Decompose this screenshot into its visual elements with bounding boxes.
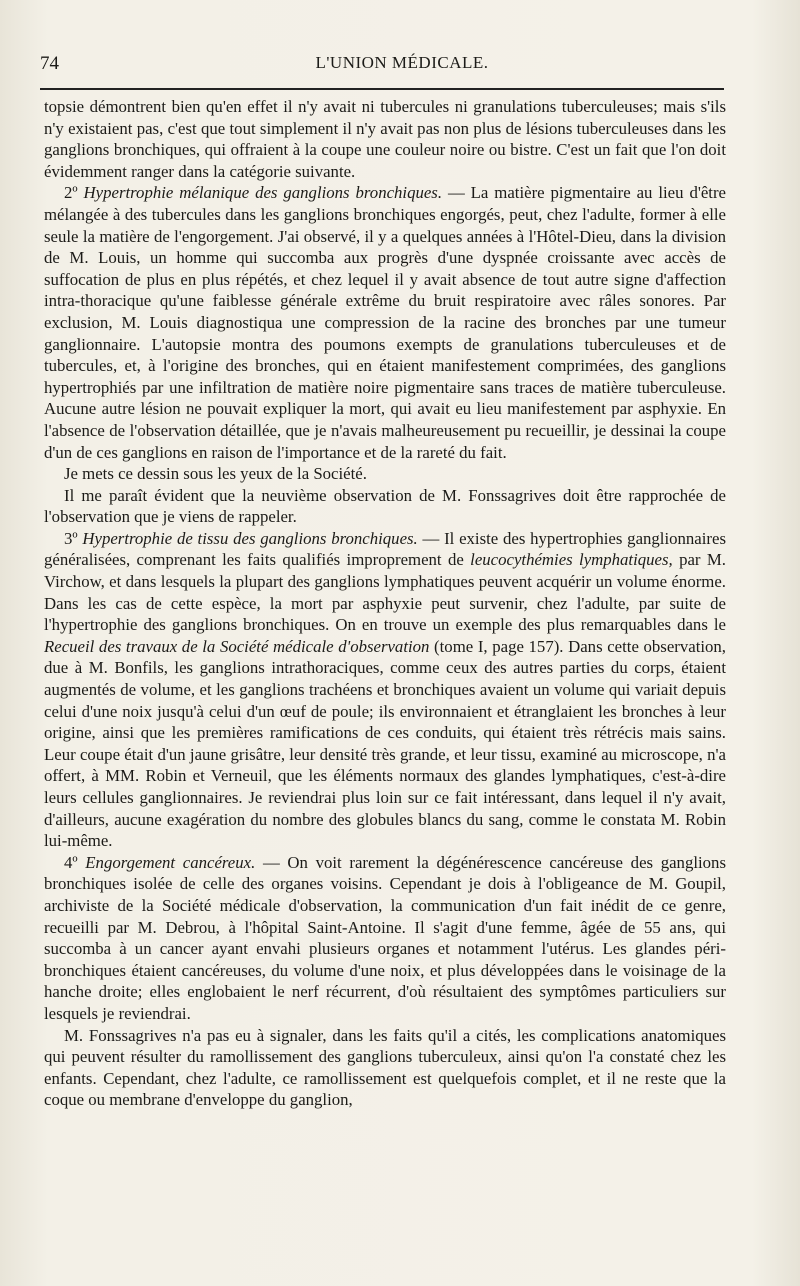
page-header — [40, 53, 724, 83]
paragraph-5-text-b: par M. Virchow, et dans lesquels la plupart des ganglions lymphatiques peuvent acquérir un volume énorme. Dans les cas de cette espèce, la mort par asphyxie peut survenir, chez l'adulte, par suite de l'hypertrophie des ganglions bronchiques. On en trouve un exemple des plus remarquables dans le — [44, 550, 726, 635]
paragraph-6 — [44, 852, 726, 1025]
paragraph-7: M. Fonssagrives n'a pas eu à signaler, dans les faits qu'il a cités, les complications anatomiques qui peuvent résulter du ramollissement des ganglions tuberculeux, ainsi qu'on l'a constaté chez les enfants. Cependant, chez l'adulte, ce ramollissement est quelquefois complet, et il ne reste que la coque ou membrane d'enveloppe du ganglion, — [44, 1025, 726, 1110]
paragraph-1: topsie démontrent bien qu'en effet il n'y avait ni tubercules ni granulations tuberculeuses; mais s'ils n'y existaient pas, c'est que tout simplement il n'y avait pas non plus de lésions tuberculeuses dans les ganglions bronchiques, qui offraient à la coupe une couleur noire ou bistre. C'est un fait que l'on doit évidemment ranger dans la catégorie suivante. — [44, 97, 726, 181]
section-title-2: Hypertrophie mélanique des ganglions bronchiques. — [83, 183, 443, 203]
paragraph-2 — [44, 182, 726, 463]
section-title-4: Engorgement cancéreux. — [85, 852, 256, 872]
paragraph-4: Il me paraît évident que la neuvième observation de M. Fonssagrives doit être rapprochée de l'observation que je viens de rappeler. — [44, 485, 726, 527]
citation-recueil: Recueil des travaux de la Société médicale d'observation — [44, 636, 430, 656]
paragraph-5-text-c: (tome I, page 157). Dans cette observation, due à M. Bonfils, les ganglions intrathoraciques, comme ceux des autres parties du corps, étaient augmentés de volume, et les ganglions trachéens et bronchiques avaient un volume qui variait depuis celui d'une noix jusqu'à celui d'un œuf de poule; ils environnaient et étranglaient les bronches à leur origine, ainsi que les premières ramifications de ces conduits, qui étaient très rétrécis mais sains. Leur coupe était d'un jaune grisâtre, leur densité très grande, et leur tissu, examiné au microscope, n'a offert, à MM. Robin et Verneuil, que les éléments normaux des glandes lymphatiques, c'est-à-dire leurs cellules ganglionnaires. Je reviendrai plus loin sur ce fait intéressant, dans lequel il n'y avait, d'ailleurs, aucune exagération du nombre des globules blancs du sang, comme le constata M. Robin lui-même. — [44, 636, 727, 851]
paragraph-3: Je mets ce dessin sous les yeux de la Société. — [64, 464, 367, 484]
section-number-2: 2º — [64, 183, 78, 203]
section-title-3: Hypertrophie de tissu des ganglions bronchiques. — [82, 528, 418, 548]
term-leucocythemies: leucocythémies lymphatiques, — [470, 550, 673, 570]
paragraph-2-text: — La matière pigmentaire au lieu d'être mélangée à des tubercules dans les ganglions bronchiques engorgés, peut, chez l'adulte, former à elle seule la matière de l'engorgement. J'ai observé, il y a quelques années à l'Hôtel-Dieu, dans la division de M. Louis, un homme qui succomba aux progrès d'une dyspnée croissante avec accès de suffocation de plus en plus répétés, et chez lequel il y avait absence de tout autre signe d'affection intra-thoracique qu'une faiblesse générale extrême du bruit respiratoire avec râles sonores. Par exclusion, M. Louis diagnostiqua une compression de la racine des bronches par une tumeur ganglionnaire. L'autopsie montra des poumons exempts de granulations tuberculeuses et de tubercules, et, à l'origine des bronches, qui en étaient manifestement comprimées, des ganglions hypertrophiés par une infiltration de matière noire pigmentaire sans traces de matière tuberculeuse. Aucune autre lésion ne pouvait expliquer la mort, qui avait eu lieu manifestement par asphyxie. En l'absence de l'observation détaillée, que je n'avais malheureusement pu recueillir, je dessinai la coupe d'un de ces ganglions en raison de l'importance et de la rareté du fait. — [44, 183, 727, 462]
page-number: 74 — [40, 53, 59, 74]
section-number-3: 3º — [64, 528, 78, 548]
running-title: L'UNION MÉDICALE. — [315, 53, 489, 72]
header-rule — [40, 88, 724, 90]
section-number-4: 4º — [64, 852, 78, 872]
paragraph-6-text: — On voit rarement la dégénérescence cancéreuse des ganglions bronchiques isolée de celle des organes voisins. Cependant je dois à l'obligeance de M. Goupil, archiviste de la Société médicale d'observation, la communication d'un fait inédit de ce genre, recueilli par M. Debrou, à l'hôpital Saint-Antoine. Il s'agit d'une femme, âgée de 55 ans, qui succomba à un cancer ayant envahi plusieurs organes et notamment l'utérus. Les glandes péri-bronchiques étaient cancéreuses, du volume d'une noix, et plus développées dans le voisinage de la hanche droite; elles englobaient le nerf récurrent, d'où résultaient des symptômes particuliers sur lesquels je reviendrai. — [44, 852, 726, 1023]
paragraph-5-text-a: — Il existe des hypertrophies ganglionnaires généralisées, comprenant les faits qualifiés improprement de — [44, 528, 726, 570]
article-body — [44, 96, 726, 1111]
paragraph-5 — [44, 528, 726, 852]
